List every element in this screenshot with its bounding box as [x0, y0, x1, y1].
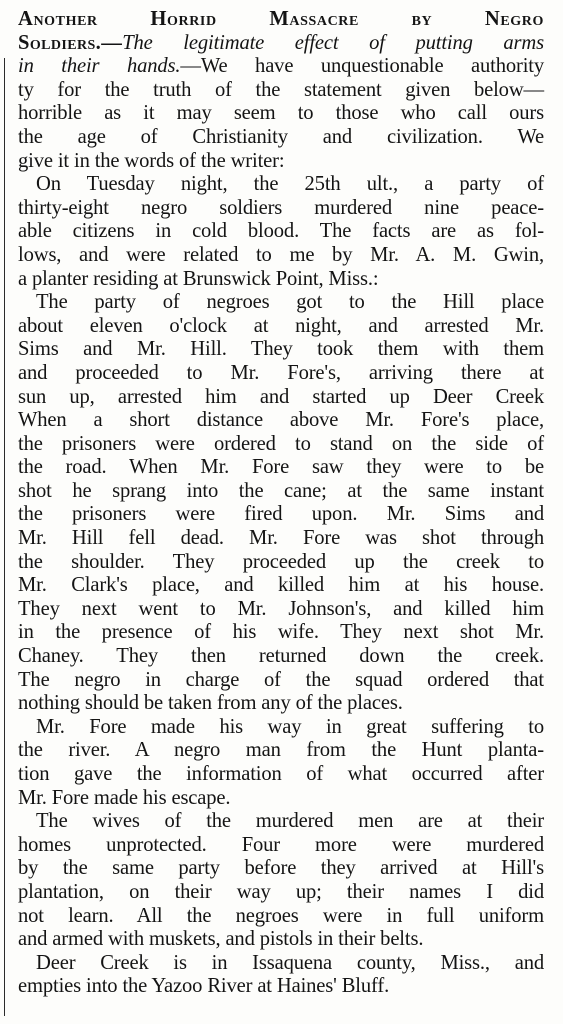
- text-line: the prisoners were ordered to stand on the side of: [18, 432, 544, 455]
- text-line: homes unprotected. Four more were murdered: [18, 833, 544, 856]
- text-line: about eleven o'clock at night, and arrested Mr.: [18, 314, 544, 337]
- text-line: empties into the Yazoo River at Haines' Bluff.: [18, 975, 390, 998]
- paragraph-start: The wives of the murdered men are at their: [36, 810, 544, 833]
- text-line: Sims and Mr. Hill. They took them with them: [18, 338, 544, 361]
- text-line: the road. When Mr. Fore saw they were to be: [18, 456, 544, 479]
- text-line: Mr. Clark's place, and killed him at his house.: [18, 574, 544, 597]
- text-line: shot he sprang into the cane; at the same instant: [18, 479, 544, 502]
- subtitle-line-1: Soldiers.—The legitimate effect of putting arms: [18, 31, 544, 54]
- paragraph-start: Mr. Fore made his way in great suffering to: [36, 715, 544, 738]
- text-line: horrible as it may seem to those who call ours: [18, 102, 544, 125]
- text-line: When a short distance above Mr. Fore's place,: [18, 409, 544, 432]
- text-line: give it in the words of the writer:: [18, 149, 285, 172]
- text-line: not learn. All the negroes were in full uniform: [18, 904, 544, 927]
- text-line: Mr. Fore made his escape.: [18, 786, 231, 809]
- headline: Another Horrid Massacre by Negro: [18, 8, 544, 30]
- text-line: the prisoners were fired upon. Mr. Sims and: [18, 503, 544, 526]
- column-rule: [4, 58, 5, 1016]
- paragraph-start: The party of negroes got to the Hill place: [36, 291, 544, 314]
- text-line: ty for the truth of the statement given below—: [18, 78, 544, 101]
- subtitle-line-2: in their hands.—We have unquestionable authority: [18, 55, 545, 78]
- text-line: in the presence of his wife. They next shot Mr.: [18, 621, 544, 644]
- text-line: plantation, on their way up; their names I did: [18, 880, 544, 903]
- text-line: the age of Christianity and civilization. We: [18, 125, 544, 148]
- paragraph-start: On Tuesday night, the 25th ult., a party of: [36, 173, 544, 196]
- text-line: tion gave the information of what occurred after: [18, 763, 544, 785]
- text-line: the shoulder. They proceeded up the creek to: [18, 550, 544, 573]
- text-line: Chaney. They then returned down the creek.: [18, 645, 544, 668]
- paragraph-start: Deer Creek is in Issaquena county, Miss., and: [36, 951, 544, 974]
- text-line: thirty-eight negro soldiers murdered nine peace-: [18, 196, 544, 219]
- text-line: the river. A negro man from the Hunt planta-: [18, 739, 544, 762]
- text-line: and proceeded to Mr. Fore's, arriving there at: [18, 361, 544, 384]
- text-line: The negro in charge of the squad ordered that: [18, 668, 544, 691]
- text-line: nothing should be taken from any of the places.: [18, 692, 403, 715]
- text-line: Mr. Hill fell dead. Mr. Fore was shot through: [18, 527, 544, 550]
- text-line: lows, and were related to me by Mr. A. M. Gwin,: [18, 243, 544, 266]
- text-line: able citizens in cold blood. The facts are as fol-: [18, 220, 544, 243]
- text-line: and armed with muskets, and pistols in their belts.: [18, 928, 424, 951]
- text-line: sun up, arrested him and started up Deer Creek: [18, 385, 544, 408]
- text-line: They next went to Mr. Johnson's, and killed him: [18, 597, 544, 620]
- article-body: [18, 8, 544, 999]
- text-line: a planter residing at Brunswick Point, Miss.:: [18, 267, 379, 290]
- text-line: by the same party before they arrived at Hill's: [18, 857, 544, 880]
